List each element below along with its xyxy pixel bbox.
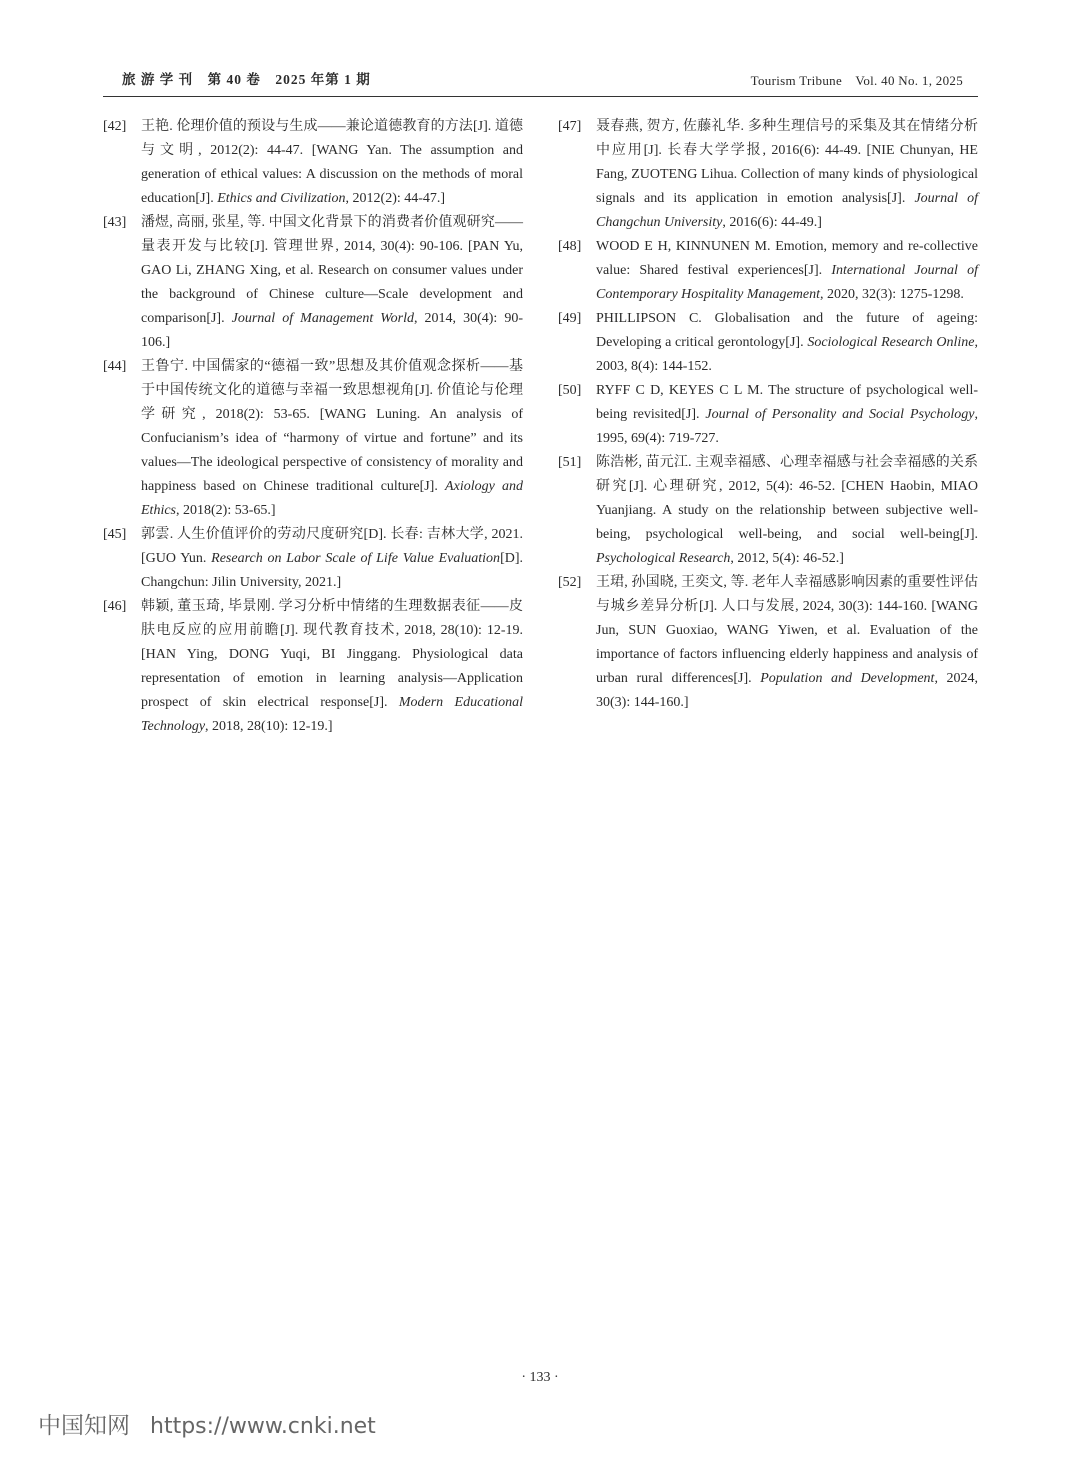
reference-text: 郭雲. 人生价值评价的劳动尺度研究[D]. 长春: 吉林大学, 2021. [GUO Yun. Research on Labor Scale of Life Value Evaluation[D]. Changchun: Jilin University, 2021.] [141, 527, 523, 590]
reference-text: WOOD E H, KINNUNEN M. Emotion, memory and re-collective value: Shared festival experiences[J]. International Journal of Contemporary Hospitality Management, 2020, 32(3): 1275-1298. [596, 239, 978, 302]
reference-text: 王鲁宁. 中国儒家的“德福一致”思想及其价值观念探析——基于中国传统文化的道德与幸福一致思想视角[J]. 价值论与伦理学研究, 2018(2): 53-65. [WANG Luning. An analysis of Confucianism’s idea of “harmony of virtue and fortune” and its values—The ideological perspective of consistency of morality and happiness based on Chinese traditional culture[J]. Axiology and Ethics, 2018(2): 53-65.] [141, 359, 523, 518]
reference-item [558, 451, 978, 571]
journal-header-left: 旅 游 学 刊 第 40 卷 2025 年第 1 期 [122, 72, 371, 87]
reference-text: RYFF C D, KEYES C L M. The structure of psychological well-being revisited[J]. Journal of Personality and Social Psychology, 1995, 69(4): 719-727. [596, 383, 978, 446]
reference-text: 韩颖, 董玉琦, 毕景刚. 学习分析中情绪的生理数据表征——皮肤电反应的应用前瞻[J]. 现代教育技术, 2018, 28(10): 12-19. [HAN Ying, DONG Yuqi, BI Jinggang. Physiological data representation of emotion in learning analysis—Application prospect of skin electrical response[J]. Modern Educational Technology, 2018, 28(10): 12-19.] [141, 599, 523, 734]
reference-item [558, 307, 978, 379]
reference-text: 潘煜, 高丽, 张星, 等. 中国文化背景下的消费者价值观研究——量表开发与比较[J]. 管理世界, 2014, 30(4): 90-106. [PAN Yu, GAO Li, ZHANG Xing, et al. Research on consumer values under the background of Chinese culture—Scale development and comparison[J]. Journal of Management World, 2014, 30(4): 90-106.] [141, 215, 524, 350]
reference-number: [52] [558, 575, 582, 590]
reference-item [103, 355, 523, 523]
reference-number: [51] [558, 455, 582, 470]
watermark-url: https://www.cnki.net [150, 1414, 376, 1439]
reference-item [103, 115, 523, 211]
page-number: · 133 · [521, 1370, 559, 1385]
reference-number: [44] [103, 359, 127, 374]
reference-number: [49] [558, 311, 582, 326]
reference-text: PHILLIPSON C. Globalisation and the future of ageing: Developing a critical gerontology[J]. Sociological Research Online, 2003, 8(4): 144-152. [596, 311, 978, 374]
reference-item [103, 523, 523, 595]
reference-text: 王珺, 孙国晓, 王奕文, 等. 老年人幸福感影响因素的重要性评估与城乡差异分析[J]. 人口与发展, 2024, 30(3): 144-160. [WANG Jun, SUN Guoxiao, WANG Yiwen, et al. Evaluation of the importance of factors influencing elderly happiness and analysis of urban rural differences[J]. Population and Development, 2024, 30(3): 144-160.] [596, 575, 979, 710]
reference-number: [48] [558, 239, 582, 254]
reference-item [558, 235, 978, 307]
reference-number: [43] [103, 215, 127, 230]
reference-number: [50] [558, 383, 582, 398]
header-divider [103, 96, 978, 97]
reference-item [558, 115, 978, 235]
reference-number: [47] [558, 119, 582, 134]
reference-text: 王艳. 伦理价值的预设与生成——兼论道德教育的方法[J]. 道德与文明, 2012(2): 44-47. [WANG Yan. The assumption and generation of ethical values: A discussion on the methods of moral education[J]. Ethics and Civilization, 2012(2): 44-47.] [141, 119, 523, 206]
references-right-column [558, 115, 978, 715]
reference-text: 陈浩彬, 苗元江. 主观幸福感、心理幸福感与社会幸福感的关系研究[J]. 心理研究, 2012, 5(4): 46-52. [CHEN Haobin, MIAO Yuanjiang. A study on the relationship between subjective well-being, psychological well-being, and social well-being[J]. Psychological Research, 2012, 5(4): 46-52.] [596, 455, 978, 566]
watermark-brand: 中国知网 [38, 1413, 130, 1439]
journal-header-right: Tourism Tribune Vol. 40 No. 1, 2025 [750, 73, 963, 88]
reference-item [558, 571, 978, 715]
reference-item [558, 379, 978, 451]
reference-number: [42] [103, 119, 127, 134]
reference-item [103, 211, 523, 355]
reference-number: [46] [103, 599, 127, 614]
reference-item [103, 595, 523, 739]
reference-number: [45] [103, 527, 127, 542]
references-left-column [103, 115, 523, 739]
cnki-watermark [38, 1407, 376, 1440]
reference-text: 聂春燕, 贺方, 佐藤礼华. 多种生理信号的采集及其在情绪分析中应用[J]. 长春大学学报, 2016(6): 44-49. [NIE Chunyan, HE Fang, ZUOTENG Lihua. Collection of many kinds of physiological signals and its application in emotion analysis[J]. Journal of Changchun University, 2016(6): 44-49.] [596, 119, 978, 230]
